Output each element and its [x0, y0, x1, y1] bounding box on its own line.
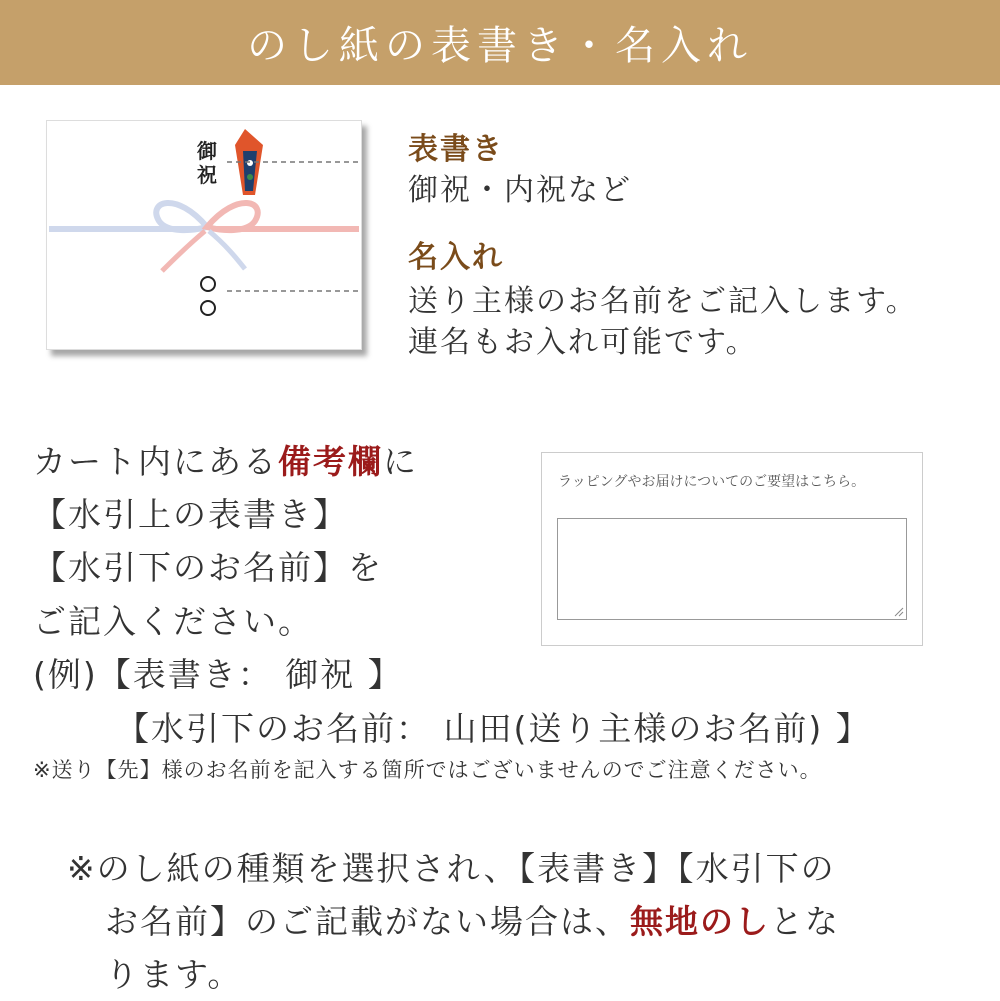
- mizuhiki-bow: [156, 203, 257, 271]
- example-line-2: 【水引下のお名前： 山田(送り主様のお名前) 】: [116, 709, 871, 748]
- noshi-card-illustration: [46, 120, 362, 350]
- recipient-warning-note: ※送り【先】様のお名前を記入する箇所ではございませんのでご注意ください。: [33, 758, 822, 782]
- remarks-field-highlight: 備考欄: [278, 442, 383, 481]
- name-placeholder-circle-2: [201, 301, 215, 315]
- omotegaki-label-desc: 御祝・内祝など: [408, 173, 632, 208]
- instruction-line-1-pre: カート内にある: [33, 442, 278, 481]
- resize-grip-icon[interactable]: [892, 605, 904, 617]
- blank-noshi-note: [67, 842, 947, 1001]
- remarks-form-sample: [541, 452, 923, 646]
- naire-label-desc-1: 送り主様のお名前をご記入します。: [408, 284, 918, 319]
- instruction-line-1-post: に: [383, 442, 418, 481]
- blank-noshi-note-line-2-pre: お名前】のご記載がない場合は、: [105, 902, 630, 941]
- naire-label-title: 名入れ: [408, 240, 504, 275]
- page-title: のし紙の表書き・名入れ: [247, 23, 753, 69]
- blank-noshi-note-line-1: ※のし紙の種類を選択され、【表書き】【水引下の: [67, 849, 836, 888]
- instruction-line-2: 【水引上の表書き】: [33, 495, 348, 534]
- instruction-line-3: 【水引下のお名前】を: [33, 548, 383, 587]
- blank-noshi-note-line-2: [67, 895, 947, 948]
- blank-noshi-highlight: 無地のし: [630, 902, 770, 941]
- blank-noshi-note-line-3: ります。: [105, 955, 243, 994]
- example-line-1: (例)【表書き： 御祝 】: [33, 655, 403, 694]
- naire-label-desc-2: 連名もお入れ可能です。: [408, 325, 758, 360]
- remarks-form-label: ラッピングやお届けについてのご要望はこちら。: [558, 474, 866, 490]
- remarks-textarea[interactable]: [557, 518, 907, 620]
- name-placeholder-circle-1: [201, 277, 215, 291]
- blank-noshi-note-line-2-post: とな: [770, 902, 840, 941]
- instruction-line-4: ご記入ください。: [33, 602, 313, 641]
- instruction-line-1: [33, 436, 418, 483]
- page-header: [0, 0, 1000, 85]
- omotegaki-sample-text: 御祝: [197, 139, 217, 187]
- omotegaki-label-title: 表書き: [408, 132, 504, 167]
